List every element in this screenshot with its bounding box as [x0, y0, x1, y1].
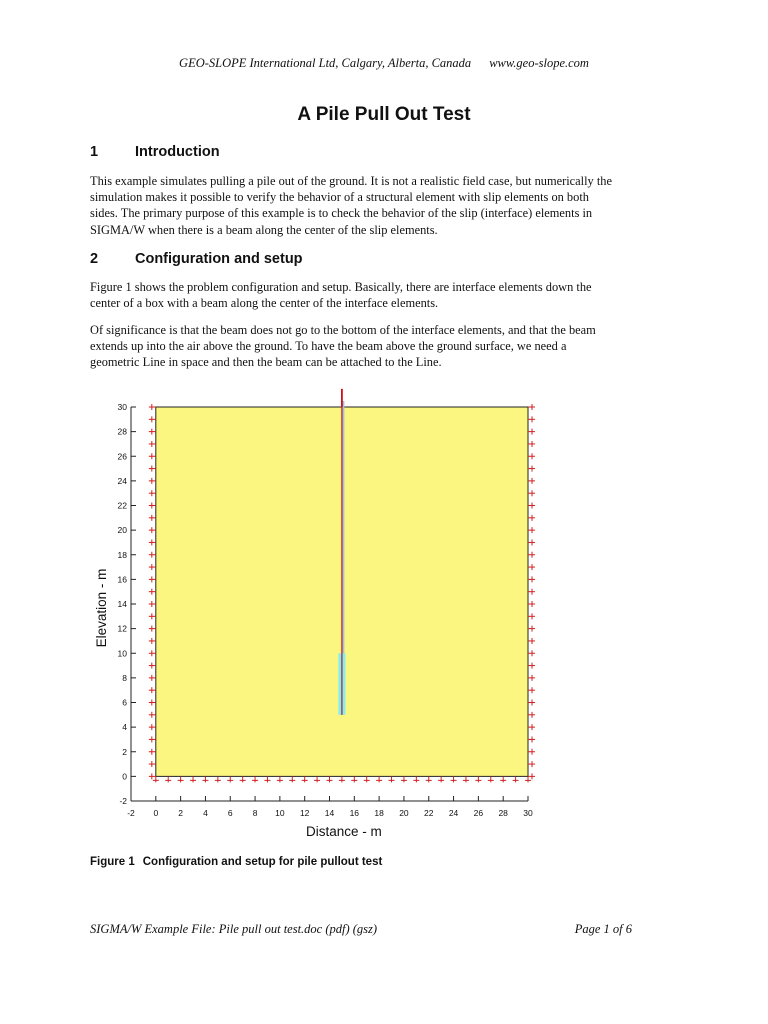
y-tick-label: 18: [117, 549, 127, 560]
x-tick-label: 10: [275, 808, 285, 818]
paragraph-line: SIGMA/W when there is a beam along the center of the slip elements.: [90, 222, 438, 237]
paragraph-line: This example simulates pulling a pile out of the ground. It is not a realistic field case, but numerically the: [90, 174, 612, 188]
paragraph-line: geometric Line in space and then the beam can be attached to the Line.: [90, 355, 442, 370]
section-title: Introduction: [135, 144, 220, 160]
figure-label: Figure 1: [90, 856, 135, 868]
x-tick-label: -2: [127, 808, 135, 818]
x-tick-label: 16: [349, 808, 360, 818]
footer-page-number: Page 1 of 6: [574, 922, 632, 936]
y-tick-label: 14: [117, 599, 127, 609]
y-tick-label: 30: [117, 402, 127, 412]
x-tick-label: 14: [324, 808, 335, 818]
y-tick-label: 20: [117, 525, 127, 536]
figure-caption: [90, 856, 382, 868]
x-axis-title: Distance - m: [306, 824, 382, 839]
paragraph-line: sides. The primary purpose of this example is to check the behavior of the slip (interface) elements in: [90, 206, 593, 221]
x-tick-label: 8: [252, 808, 258, 818]
y-tick-label: 12: [117, 623, 127, 634]
x-tick-label: 20: [399, 808, 409, 818]
y-tick-label: 8: [122, 672, 127, 683]
y-tick-label: 10: [117, 648, 127, 659]
y-tick-label: 26: [117, 451, 127, 462]
y-tick-label: 28: [117, 426, 127, 437]
x-tick-label: 30: [523, 808, 533, 818]
y-tick-label: 4: [122, 722, 127, 733]
paragraph-line: center of a box with a beam along the center of the interface elements.: [90, 296, 439, 311]
y-tick-label: -2: [119, 796, 127, 806]
paragraph-line: simulation makes it possible to verify the behavior of a structural element with slip elements on both: [90, 190, 589, 205]
y-tick-label: 22: [117, 500, 127, 511]
y-tick-label: 6: [122, 697, 127, 708]
paragraph-line: Figure 1 shows the problem configuration and setup. Basically, there are interface elements down the: [90, 280, 592, 294]
x-tick-label: 22: [424, 808, 434, 818]
section-title: Configuration and setup: [135, 251, 303, 267]
section-number: 2: [90, 251, 99, 267]
paragraph-line: extends up into the air above the ground. To have the beam above the ground surface, we need a: [90, 339, 567, 354]
y-tick-label: 24: [117, 475, 127, 486]
x-tick-label: 2: [178, 808, 183, 818]
y-tick-label: 16: [117, 574, 127, 585]
x-tick-label: 6: [227, 808, 233, 818]
section-number: 1: [90, 144, 99, 160]
x-tick-label: 24: [448, 808, 459, 818]
header-org: GEO-SLOPE International Ltd, Calgary, Alberta, Canada: [179, 56, 472, 70]
x-tick-label: 18: [374, 808, 384, 818]
x-tick-label: 4: [203, 808, 208, 818]
x-tick-label: 28: [498, 808, 508, 818]
footer-file-info: SIGMA/W Example File: Pile pull out test.doc (pdf) (gsz): [90, 922, 378, 936]
x-tick-label: 12: [299, 808, 310, 818]
x-tick-label: 26: [473, 808, 484, 818]
y-tick-label: 0: [122, 771, 127, 782]
document-title: A Pile Pull Out Test: [297, 104, 471, 125]
y-axis-title: Elevation - m: [94, 568, 109, 648]
x-tick-label: 0: [153, 808, 159, 818]
y-tick-label: 2: [122, 746, 127, 757]
paragraph-line: Of significance is that the beam does not go to the bottom of the interface elements, and that the beam: [90, 323, 596, 337]
figure-caption-text: Configuration and setup for pile pullout test: [142, 856, 383, 868]
header-url: www.geo-slope.com: [489, 56, 589, 70]
